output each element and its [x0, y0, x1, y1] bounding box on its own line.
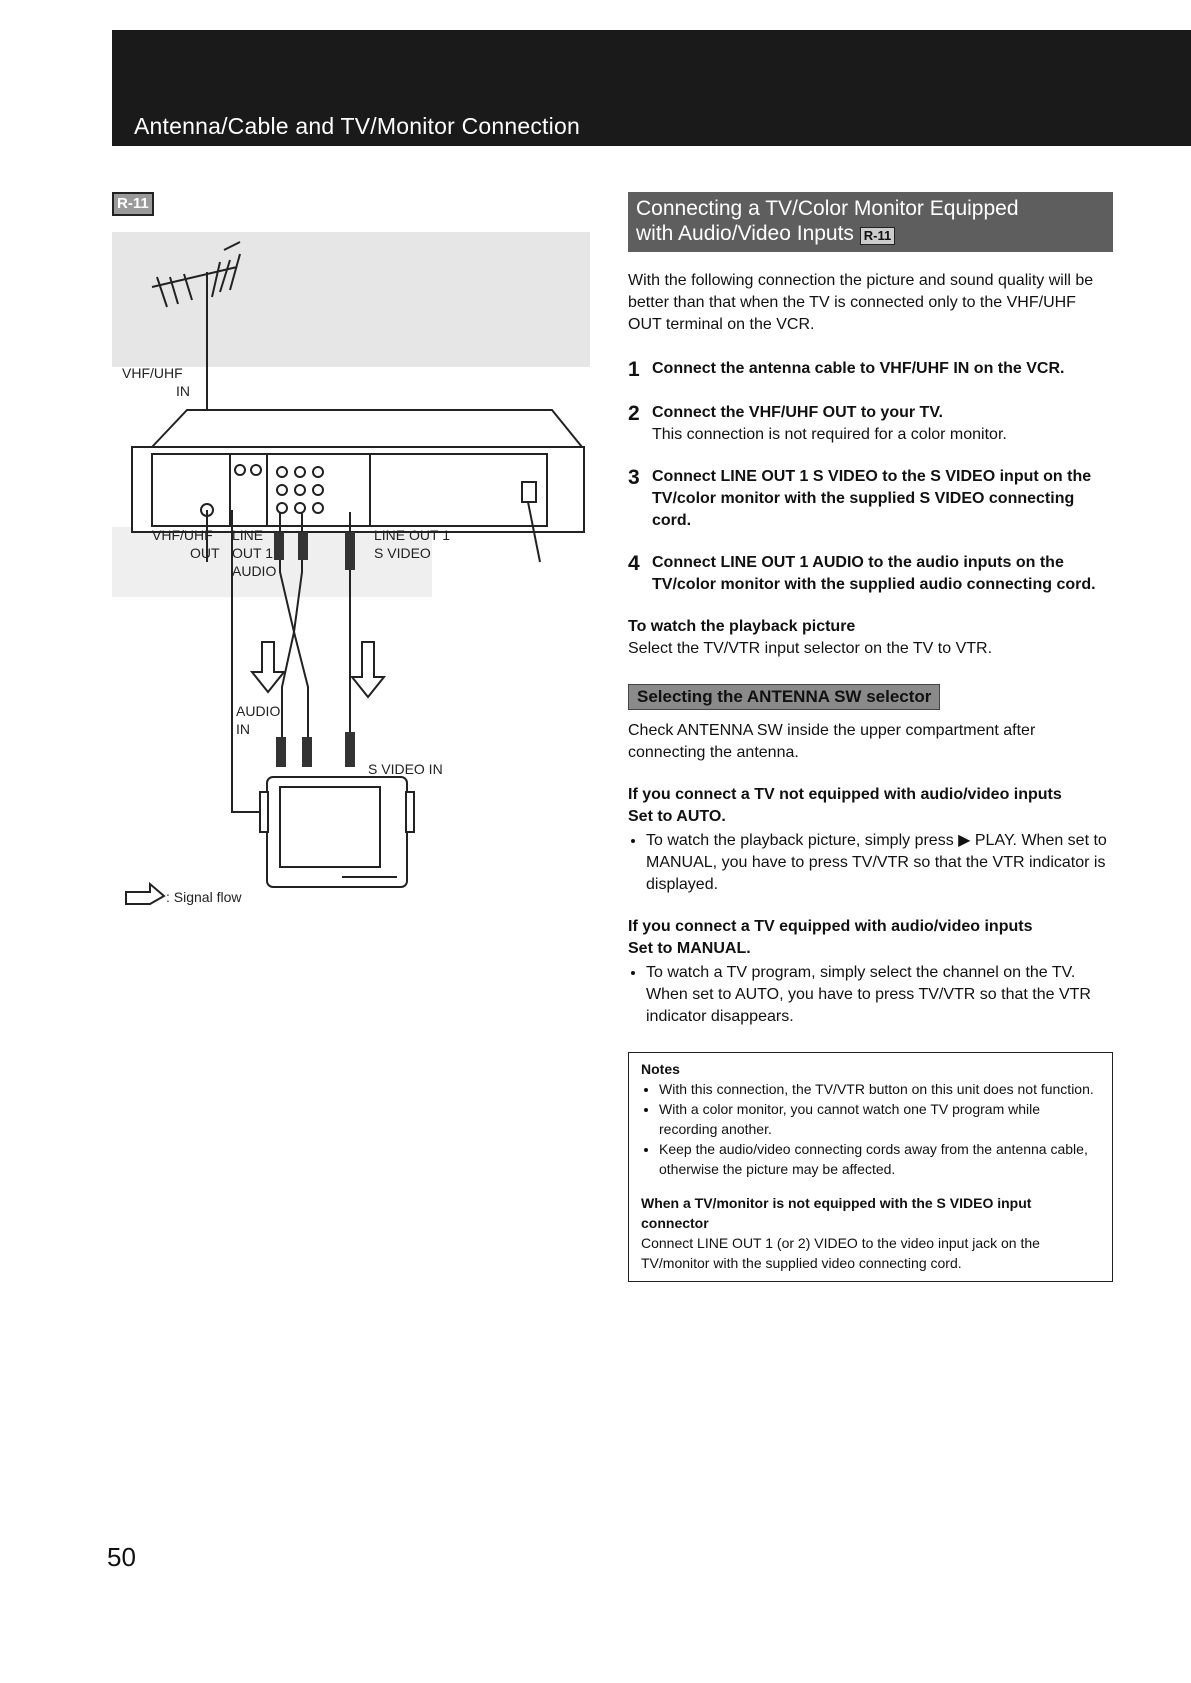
step-number: 2 [628, 402, 640, 425]
watch-heading: To watch the playback picture [628, 618, 856, 635]
note-item: • With this connection, the TV/VTR button on this unit does not function. [659, 1079, 1100, 1099]
shade-top [112, 232, 590, 367]
diagram-svg [112, 232, 590, 912]
connection-diagram [112, 232, 590, 912]
label-vhf-out-1: VHF/UHF [152, 527, 213, 543]
step-bold: Connect the VHF/UHF OUT to your TV. [652, 404, 943, 421]
label-svideo-in: S VIDEO IN [368, 761, 443, 777]
step-bold: Connect the antenna cable to VHF/UHF IN on the VCR. [652, 360, 1065, 377]
label-audio-in-1: AUDIO [236, 703, 281, 719]
step-number: 1 [628, 358, 640, 381]
cond1-list [628, 830, 1113, 896]
step-bold: Connect LINE OUT 1 AUDIO to the audio inputs on the TV/color monitor with the supplied audio connecting cord. [652, 554, 1096, 593]
antenna-text: Check ANTENNA SW inside the upper compartment after connecting the antenna. [628, 722, 1036, 761]
signal-flow-icon [126, 884, 164, 904]
cond1-bullet: • To watch the playback picture, simply press ▶ PLAY. When set to MANUAL, you have to press TV/VTR so that the VTR indicator is displayed. [646, 830, 1113, 896]
notes-title: Notes [641, 1061, 680, 1077]
legend-text: : Signal flow [166, 889, 242, 905]
label-line-2: OUT 1 [232, 545, 273, 561]
step-number: 3 [628, 466, 640, 489]
label-lineout-2: S VIDEO [374, 545, 431, 561]
step-item [628, 402, 1113, 446]
step-item [628, 552, 1113, 596]
step-number: 4 [628, 552, 640, 575]
label-lineout-1: LINE OUT 1 [374, 527, 450, 543]
tv-icon [260, 777, 414, 887]
section-title-text: with Audio/Video Inputs [636, 222, 854, 245]
label-vhf-in-2: IN [176, 383, 190, 399]
cond1-set: Set to AUTO. [628, 808, 726, 825]
figure-badge: R-11 [112, 192, 154, 216]
intro-text: With the following connection the picture and sound quality will be better than that when the TV is connected only to the VHF/UHF OUT terminal on the VCR. [628, 272, 1094, 333]
note-item: • With a color monitor, you cannot watch one TV program while recording another. [659, 1099, 1100, 1139]
label-audio-in-2: IN [236, 721, 250, 737]
section-badge: R-11 [860, 227, 895, 245]
step-text: This connection is not required for a color monitor. [652, 426, 1007, 443]
step-bold: Connect LINE OUT 1 S VIDEO to the S VIDEO input on the TV/color monitor with the supplied S VIDEO connecting cord. [652, 468, 1092, 529]
page-number: 50 [107, 1542, 136, 1572]
steps-list [628, 358, 1113, 596]
svideo-heading: When a TV/monitor is not equipped with the S VIDEO input connector [641, 1195, 1032, 1231]
cond2-bullet: • To watch a TV program, simply select the channel on the TV. When set to AUTO, you have to press TV/VTR so that the VTR indicator disappears. [646, 962, 1113, 1028]
signal-flow-arrows [252, 642, 384, 697]
antenna-subhead: Selecting the ANTENNA SW selector [628, 684, 940, 710]
cond2-list [628, 962, 1113, 1028]
section-title [628, 192, 1113, 252]
cond1-heading: If you connect a TV not equipped with audio/video inputs [628, 786, 1062, 803]
header-bar [112, 30, 1191, 146]
label-line-3: AUDIO [232, 563, 277, 579]
section-title-line2 [636, 221, 1105, 246]
cond2-set: Set to MANUAL. [628, 940, 751, 957]
label-vhf-in-1: VHF/UHF [122, 365, 183, 381]
svideo-text: Connect LINE OUT 1 (or 2) VIDEO to the video input jack on the TV/monitor with the supplied video connecting cord. [641, 1235, 1040, 1271]
right-column [628, 192, 1113, 1282]
step-item [628, 466, 1113, 532]
label-line-1: LINE [232, 527, 264, 543]
page-title: Antenna/Cable and TV/Monitor Connection [134, 113, 580, 139]
note-item: • Keep the audio/video connecting cords away from the antenna cable, otherwise the picture may be affected. [659, 1139, 1100, 1179]
watch-text: Select the TV/VTR input selector on the TV to VTR. [628, 640, 993, 657]
notes-list [641, 1079, 1100, 1179]
step-item [628, 358, 1113, 382]
label-vhf-out-2: OUT [190, 545, 220, 561]
section-title-line1: Connecting a TV/Color Monitor Equipped [636, 197, 1019, 220]
cond2-heading: If you connect a TV equipped with audio/video inputs [628, 918, 1033, 935]
notes-box [628, 1052, 1113, 1282]
